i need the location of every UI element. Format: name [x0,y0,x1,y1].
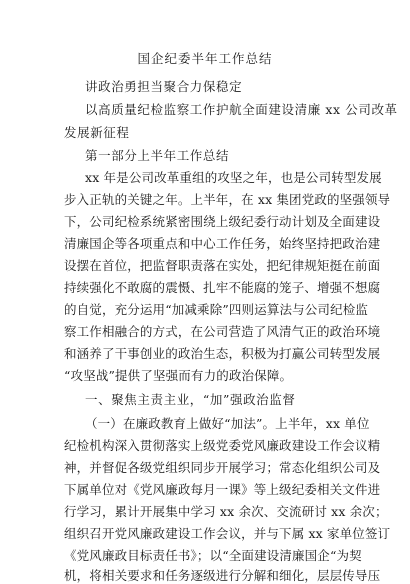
paragraph-line: 和涵养了干事创业的政治生态，积极为打赢公司转型发展 [64,346,381,361]
paragraph-line: 神，并督促各级党组织同步开展学习；常态化组织公司及 [64,460,381,475]
part-heading: 第一部分上半年工作总结 [85,148,230,163]
paragraph-line: 《党风廉政目标责任书》；以“全面建设清廉国企“为契 [64,548,362,563]
paragraph-line: xx 年是公司改革重组的攻坚之年，也是公司转型发展 [85,170,382,185]
paragraph-line: 行学习，累计开展集中学习 xx 余次、交流研讨 xx 余次； [64,504,388,519]
paragraph-line: 持续强化不敢腐的震慑、扎牢不能腐的笼子、增强不想腐 [64,280,381,295]
paragraph-line: 清廉国企等各项重点和中心工作任务，始终坚持把政治建 [64,236,381,251]
subtitle-line: 讲政治勇担当聚合力保稳定 [85,79,243,94]
subtitle-line: 以高质量纪检监察工作护航全面建设清廉 xx 公司改革 [85,102,398,117]
paragraph-line: （一）在廉政教育上做好“加法”。上半年，xx 单位 [85,416,370,431]
paragraph-line: 下，公司纪检系统紧密围绕上级纪委行动计划及全面建设 [64,214,381,229]
paragraph-line: 组织召开党风廉政建设工作会议，并与下属 xx 家单位签订 [64,526,391,541]
paragraph-line: 步入正轨的关键之年。上半年，在 xx 集团党政的坚强领导 [64,192,391,207]
paragraph-line: 机，将相关要求和任务逐级进行分解和细化，层层传导压 [64,568,381,583]
document-title: 国企纪委半年工作总结 [137,51,273,66]
section-heading: 一、聚焦主责主业，“加”强政治监督 [85,392,296,407]
paragraph-line: 的自觉，充分运用“加减乘除”四则运算法与公司纪检监 [64,302,369,317]
paragraph-line: 下属单位对《党风廉政每月一课》等上级纪委相关文件进 [64,482,381,497]
paragraph-line: 纪检机构深入贯彻落实上级党委党风廉政建设工作会议精 [64,438,381,453]
paragraph-line: “攻坚战”提供了坚强而有力的政治保障。 [64,368,293,383]
paragraph-line: 察工作相融合的方式，在公司营造了风清气正的政治环境 [64,324,381,339]
paragraph-line: 设摆在首位，把监督职责落在实处，把纪律规矩挺在前面 [64,258,381,273]
subtitle-line: 发展新征程 [64,125,130,140]
